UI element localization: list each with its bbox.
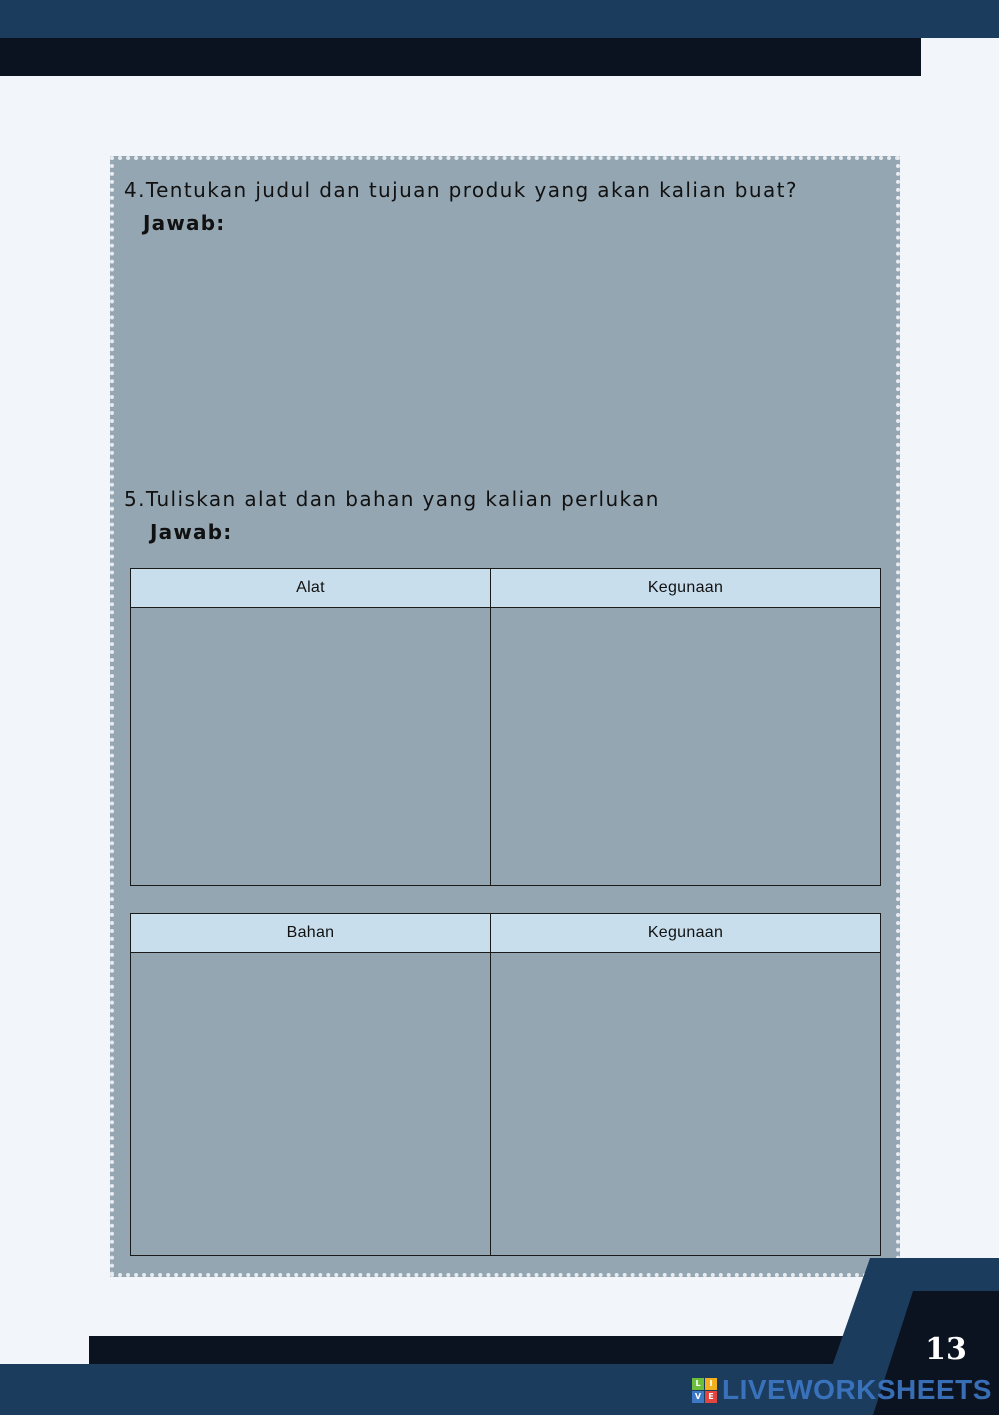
worksheet-panel <box>110 156 900 1277</box>
question-5-text: 5.Tuliskan alat dan bahan yang kalian perlukan <box>124 487 660 511</box>
liveworksheets-watermark[interactable]: LIVEWORKSHEETS <box>722 1374 992 1405</box>
bahan-header: Bahan <box>131 914 491 953</box>
bahan-table-row <box>131 953 881 1256</box>
bahan-kegunaan-cell[interactable] <box>491 953 881 1256</box>
question-5-answer-label: Jawab: <box>150 520 233 544</box>
logo-letter-l: L <box>692 1378 704 1390</box>
bahan-table <box>130 913 881 1256</box>
logo-letter-e: E <box>705 1391 717 1403</box>
alat-cell[interactable] <box>131 608 491 886</box>
alat-kegunaan-header: Kegunaan <box>491 569 881 608</box>
bahan-cell[interactable] <box>131 953 491 1256</box>
page-number: 13 <box>925 1332 967 1367</box>
logo-letter-v: V <box>692 1391 704 1403</box>
logo-letter-i: I <box>705 1378 717 1390</box>
liveworksheets-logo-icon <box>692 1378 718 1404</box>
alat-table-row <box>131 608 881 886</box>
alat-table <box>130 568 881 886</box>
alat-header: Alat <box>131 569 491 608</box>
question-4-answer-label: Jawab: <box>143 211 226 235</box>
top-banner <box>0 0 999 38</box>
top-dark-bar <box>0 38 921 76</box>
alat-kegunaan-cell[interactable] <box>491 608 881 886</box>
bahan-kegunaan-header: Kegunaan <box>491 914 881 953</box>
bottom-dark-bar <box>89 1336 849 1364</box>
question-4-text: 4.Tentukan judul dan tujuan produk yang akan kalian buat? <box>124 178 798 202</box>
